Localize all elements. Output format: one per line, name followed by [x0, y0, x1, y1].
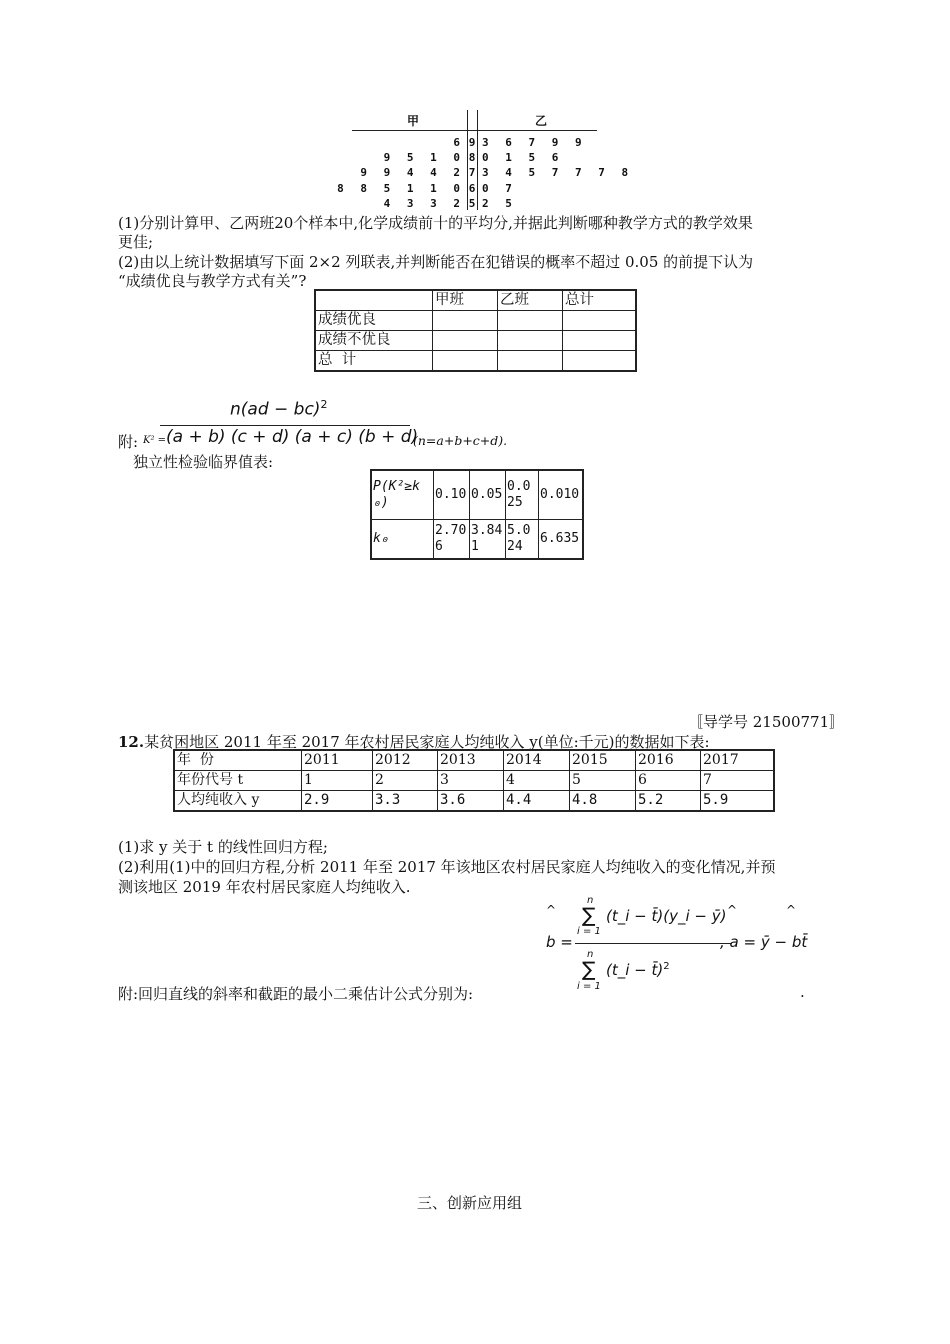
row-label: 成绩优良: [315, 311, 433, 331]
table-cell: 2012: [373, 750, 438, 771]
formula-denominator: (a + b) (c + d) (a + c) (b + d): [166, 427, 419, 447]
row-label: 成绩不优良: [315, 331, 433, 351]
table-row: [174, 771, 774, 791]
table-row: [315, 311, 636, 331]
b-hat: ^: [546, 903, 557, 917]
formula-prefix: 附:: [118, 433, 139, 451]
table-cell: 3.6: [438, 791, 504, 812]
table-cell: 3: [438, 771, 504, 791]
formula-fraction-bar: [160, 425, 410, 426]
stem-leaf-row: [352, 136, 597, 152]
stem-value: 9: [468, 136, 476, 149]
table-cell: 2011: [302, 750, 373, 771]
table-cell: 2014: [504, 750, 570, 771]
leaves-right: 3 4 5 7 7 7 8: [482, 166, 634, 180]
stem-leaf-row: [352, 197, 597, 213]
critical-value-table: [370, 469, 584, 560]
table-cell: [563, 331, 637, 351]
stem-leaf-row: [352, 151, 597, 167]
leaves-left: 9 5 1 0: [383, 151, 465, 165]
regression-tail: , a = ȳ − bt̄: [720, 933, 808, 951]
table-row: [315, 331, 636, 351]
table-cell: [315, 290, 433, 311]
q11-part2-line1: (2)由以上统计数据填写下面 2×2 列联表,并判断能否在犯错误的概率不超过 0.05 的前提下认为: [118, 253, 754, 271]
table-header-cell: 甲班: [433, 290, 498, 311]
contingency-table: [314, 289, 637, 372]
row-label: 年份代号 t: [174, 771, 302, 791]
stem-value: 5: [468, 196, 476, 210]
table-cell: 5.2: [636, 791, 701, 812]
table-cell: 0.05: [470, 470, 506, 520]
formula-numerator: n(ad − bc)$^2$: [230, 398, 328, 420]
leaves-right: 0 7: [482, 181, 517, 195]
table-cell: 6: [636, 771, 701, 791]
q12-part2-line2: 测该地区 2019 年农村居民家庭人均纯收入.: [118, 878, 411, 896]
table-row: [315, 351, 636, 372]
table-cell: 1: [302, 771, 373, 791]
table-cell: 2017: [701, 750, 775, 771]
b-label: b =: [546, 933, 573, 951]
sigma-lower: ∑: [582, 957, 596, 981]
stem-value: 8: [468, 151, 476, 165]
row-label: 年 份: [174, 750, 302, 771]
table-cell: [563, 311, 637, 331]
q11-part1-line2: 更佳;: [118, 233, 154, 251]
sum-bottom-upper: i = 1: [577, 926, 601, 937]
formula-suffix: (n=a+b+c+d).: [413, 433, 508, 448]
leaves-left: 6: [453, 136, 465, 149]
table-header-cell: 总计: [563, 290, 637, 311]
table-cell: 5.024: [506, 520, 539, 560]
regression-fraction-bar: [575, 943, 732, 944]
table-cell: 2: [373, 771, 438, 791]
table-cell: 4: [504, 771, 570, 791]
b-hat-tail: ^: [786, 903, 797, 917]
guide-number: 〚导学号 21500771〛: [688, 713, 845, 731]
leaves-right: 2 5: [482, 196, 517, 210]
table-row: [371, 520, 583, 560]
table-cell: 5: [570, 771, 636, 791]
table-row: [174, 791, 774, 812]
row-label: 总 计: [315, 351, 433, 372]
leaves-left: 8 8 5 1 1 0: [337, 181, 465, 195]
table-cell: 0.010: [539, 470, 584, 520]
table-cell: 2.9: [302, 791, 373, 812]
table-cell: 4.8: [570, 791, 636, 812]
table-cell: 2.706: [434, 520, 470, 560]
leaves-right: 3 6 7 9 9: [482, 136, 587, 149]
table-cell: [498, 311, 563, 331]
section-title: 三、创新应用组: [417, 1194, 523, 1212]
table-cell: [433, 351, 498, 372]
regression-period: .: [800, 983, 805, 1001]
table-cell: 2015: [570, 750, 636, 771]
row-label: 人均纯收入 y: [174, 791, 302, 812]
leaves-left: 4 3 3 2: [383, 196, 465, 210]
regression-denominator: (t_i − t̄)$^2$: [606, 961, 670, 979]
table-cell: 3.3: [373, 791, 438, 812]
table-cell: [433, 331, 498, 351]
table-cell: 2013: [438, 750, 504, 771]
critical-table-title: 独立性检验临界值表:: [133, 453, 274, 471]
stem-leaf-plot: [337, 110, 634, 210]
stem-value: 7: [468, 166, 476, 180]
table-cell: 2016: [636, 750, 701, 771]
table-cell: [433, 311, 498, 331]
stem-leaf-row: [337, 181, 597, 198]
regression-footer: 附:回归直线的斜率和截距的最小二乘估计公式分别为:: [118, 985, 474, 1003]
table-cell: 0.10: [434, 470, 470, 520]
q11-part1-line1: (1)分别计算甲、乙两班20个样本中,化学成绩前十的平均分,并据此判断哪种教学方式的教学效果: [118, 214, 753, 232]
q11-part2-line2: “成绩优良与教学方式有关”?: [118, 272, 307, 290]
question-number: 12.: [118, 733, 145, 751]
table-cell: 4.4: [504, 791, 570, 812]
regression-formula: [520, 895, 810, 1000]
table-cell: 5.9: [701, 791, 775, 812]
formula-k-label: K² =: [143, 435, 167, 446]
sigma-upper: ∑: [582, 903, 596, 927]
table-cell: 6.635: [539, 520, 584, 560]
q12-text: 某贫困地区 2011 年至 2017 年农村居民家庭人均纯收入 y(单位:千元)的数据如下表:: [144, 733, 710, 751]
table-cell: [563, 351, 637, 372]
a-hat: ^: [727, 903, 738, 917]
income-table: [173, 749, 775, 812]
q12-part1: (1)求 y 关于 t 的线性回归方程;: [118, 838, 328, 856]
stem-head-right: 乙: [535, 114, 548, 128]
table-cell: 3.841: [470, 520, 506, 560]
table-row: [174, 750, 774, 771]
stem-value: 6: [468, 181, 476, 195]
table-cell: 0.025: [506, 470, 539, 520]
q12-part2-line1: (2)利用(1)中的回归方程,分析 2011 年至 2017 年该地区农村居民家庭人均纯收入的变化情况,并预: [118, 858, 776, 876]
table-cell: [498, 351, 563, 372]
row-label: k₀: [371, 520, 434, 560]
table-cell: [498, 331, 563, 351]
stem-head-left: 甲: [407, 114, 420, 128]
sum-top-upper: n: [587, 895, 594, 906]
leaves-left: 9 9 4 4 2: [360, 166, 465, 180]
table-cell: 7: [701, 771, 775, 791]
table-header-cell: 乙班: [498, 290, 563, 311]
stem-leaf-row: [352, 166, 634, 182]
stem-header-rule: [352, 130, 597, 131]
leaves-right: 0 1 5 6: [482, 151, 564, 165]
row-label: P(K²≥k₀): [371, 470, 434, 520]
sum-top-lower: n: [587, 949, 594, 960]
sum-bottom-lower: i = 1: [577, 981, 601, 992]
table-row: [371, 470, 583, 520]
regression-numerator: (t_i − t̄)(y_i − ȳ): [606, 907, 727, 925]
table-row: [315, 290, 636, 311]
